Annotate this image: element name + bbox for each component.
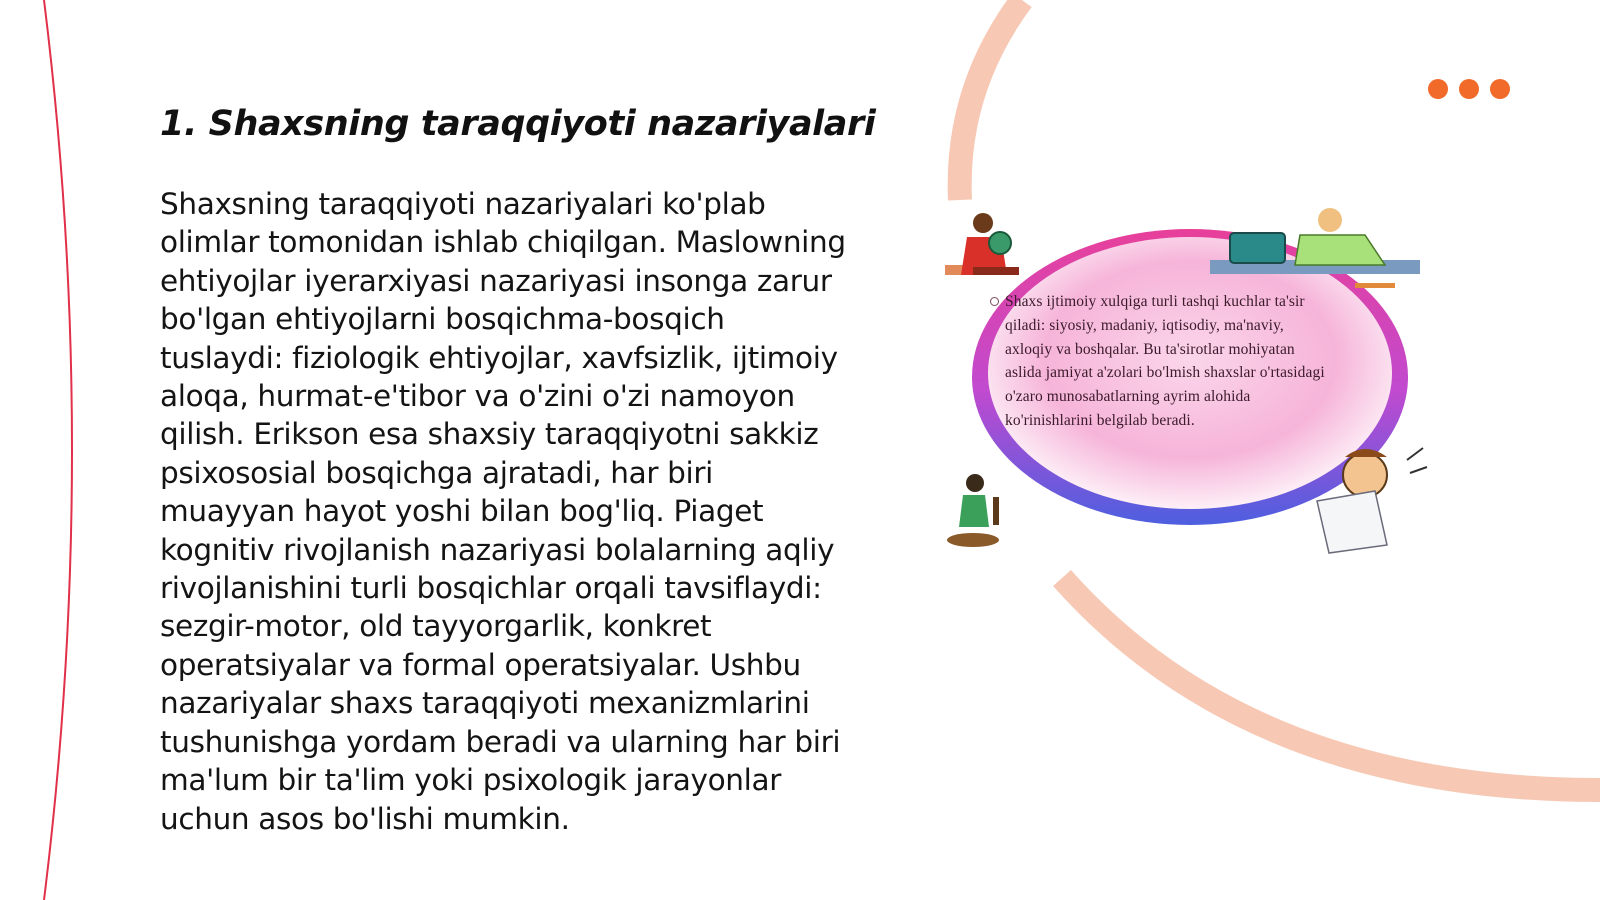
decorative-arc-upper: [960, 0, 1022, 200]
decorative-arc-lower: [1062, 578, 1600, 790]
girl-with-globe-icon: [945, 213, 1019, 275]
orange-dot: [1490, 79, 1510, 99]
child-with-microscope-icon: [947, 474, 999, 547]
left-border-curve: [44, 0, 72, 900]
orange-dot: [1428, 79, 1448, 99]
slide-title: 1. Shaxsning taraqqiyoti nazariyalari: [160, 104, 876, 144]
figure-caption-text: Shaxs ijtimoiy xulqiga turli tashqi kuchlar ta'sir qiladi: siyosiy, madaniy, iqtisodiy, ma'naviy, axloqiy va boshqalar. Bu ta'sirotlar mohiyatan aslida jamiyat a'zolari bo'lmish shaxslar o'rtasidagi o'zaro munosabatlarning ayrim alohida ko'rinishlarini belgilab beradi.: [1005, 293, 1325, 429]
figure-bullet-icon: [990, 297, 999, 306]
slide-body-text: Shaxsning taraqqiyoti nazariyalari ko'plab olimlar tomonidan ishlab chiqilgan. Maslowning ehtiyojlar iyerarxiyasi nazariyasi insonga zarur bo'lgan ehtiyojlarni bosqichma-bosqich tuslaydi: fiziologik ehtiyojlar, xavfsizlik, ijtimoiy aloqa, hurmat-e'tibor va o'zini o'zi namoyon qilish. Erikson esa shaxsiy taraqqiyotni sakkiz psixososial bosqichga ajratadi, har biri muayyan hayot yoshi bilan bog'liq. Piaget kognitiv rivojlanish nazariyasi bolalarning aqliy rivojlanishini turli bosqichlar orqali tavsiflaydi: sezgir-motor, old tayyorgarlik, konkret operatsiyalar va formal operatsiyalar. Ushbu nazariyalar shaxs taraqqiyoti mexanizmlarini tushunishga yordam beradi va ularning har biri ma'lum bir ta'lim yoki psixologik jarayonlar uchun asos bo'lishi mumkin.: [160, 187, 846, 836]
illustration-figure: [945, 205, 1455, 570]
slide-menu-dots-icon: [1428, 79, 1510, 99]
orange-dot: [1459, 79, 1479, 99]
